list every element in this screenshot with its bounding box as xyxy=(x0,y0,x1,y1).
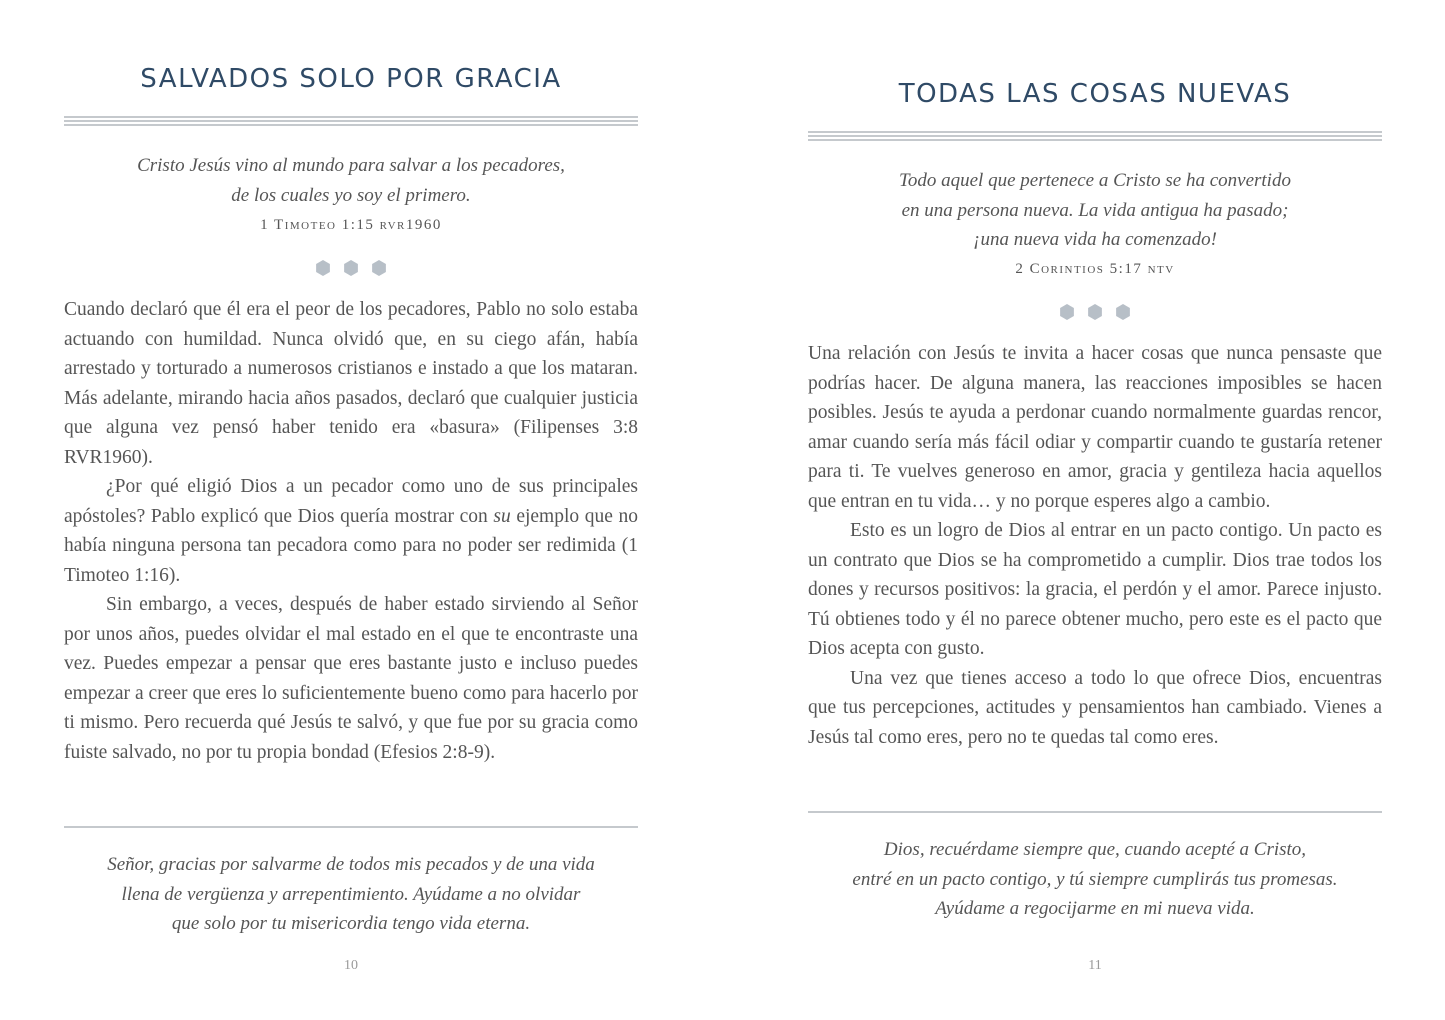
title-divider xyxy=(64,116,638,126)
hexagon-icon xyxy=(1087,304,1103,320)
title-divider xyxy=(808,131,1382,141)
prayer-line: Ayúdame a regocijarme en mi nueva vida. xyxy=(935,898,1255,919)
prayer-line: entré en un pacto contigo, y tú siempre cumplirás tus promesas. xyxy=(852,868,1338,890)
emphasis: su xyxy=(493,505,511,527)
page-title: TODAS LAS COSAS NUEVAS xyxy=(898,79,1292,109)
hexagon-icon xyxy=(1059,304,1075,320)
hexagon-icon xyxy=(1115,304,1131,320)
hexagon-icon xyxy=(371,260,387,276)
ornament-divider xyxy=(808,304,1382,322)
paragraph: Cuando declaró que él era el peor de los pecadores, Pablo no solo estaba actuando con humildad. Nunca olvidó que, en su ciego afán, había arrestado y torturado a numerosos cristianos e instado a que los mataran. Más adelante, mirando hacia años pasados, declaró que cualquier justicia que alguna vez pensó haber tenido era «basura» (Filipenses 3:8 RVR1960). xyxy=(64,299,638,468)
prayer-divider xyxy=(64,826,638,828)
ornament-divider xyxy=(64,260,638,278)
scripture-reference: 2 Corintios 5:17 ntv xyxy=(1015,261,1175,277)
prayer-line: llena de vergüenza y arrepentimiento. Ayúdame a no olvidar xyxy=(121,883,581,905)
paragraph: Una vez que tienes acceso a todo lo que ofrece Dios, encuentras que tus percepciones, actitudes y pensamientos han cambiado. Vienes a Jesús tal como eres, pero no te quedas tal como eres. xyxy=(808,667,1382,748)
prayer xyxy=(798,835,1392,924)
prayer-line: Dios, recuérdame siempre que, cuando acepté a Cristo, xyxy=(883,839,1307,860)
paragraph: Esto es un logro de Dios al entrar en un pacto contigo. Un pacto es un contrato que Dios se ha comprometido a cumplir. Dios trae todos los dones y recursos positivos: la gracia, el perdón y el amor. Parece injusto. Tú obtienes todo y él no parece obtener mucho, pero este es el pacto que Dios acepta con gusto. xyxy=(808,520,1382,659)
paragraph: ¿Por qué eligió Dios a un pecador como uno de sus principales apóstoles? Pablo explicó que Dios quería mostrar con su ejemplo que no había ninguna persona tan pecadora como para no poder ser redimida (1 Timoteo 1:16). xyxy=(64,476,638,586)
page-number: 10 xyxy=(344,958,358,973)
prayer-divider xyxy=(808,811,1382,813)
paragraph: Sin embargo, a veces, después de haber estado sirviendo al Señor por unos años, puedes olvidar el mal estado en el que te encontraste una vez. Puedes empezar a pensar que eres bastante justo e incluso puedes empezar a creer que eres lo suficientemente bueno como para hacerlo por ti mismo. Pero recuerda qué Jesús te salvó, y que fue por su gracia como fuiste salvado, no por tu propia bondad (Efesios 2:8-9). xyxy=(64,594,638,763)
verse-line: en una persona nueva. La vida antigua ha pasado; xyxy=(901,199,1289,221)
verse-line: de los cuales yo soy el primero. xyxy=(231,184,471,206)
prayer xyxy=(54,850,648,939)
scripture-verse xyxy=(808,166,1382,255)
devotional-body xyxy=(64,295,638,767)
scripture-verse xyxy=(64,151,638,210)
hexagon-icon xyxy=(315,260,331,276)
scripture-reference: 1 Timoteo 1:15 rvr1960 xyxy=(260,217,442,233)
verse-line: ¡una nueva vida ha comenzado! xyxy=(973,229,1217,250)
devotional-body xyxy=(808,339,1382,752)
page-number: 11 xyxy=(1088,958,1102,973)
paragraph: Una relación con Jesús te invita a hacer cosas que nunca pensaste que podrías hacer. De alguna manera, las reacciones imposibles se hacen posibles. Jesús te ayuda a perdonar cuando normalmente guardas rencor, amar cuando sería más fácil odiar y compartir cuando te gustaría retener para ti. Te vuelves generoso en amor, gracia y gentileza hacia aquellos que entran en tu vida… y no porque esperes algo a cambio. xyxy=(808,343,1382,512)
page-title: SALVADOS SOLO POR GRACIA xyxy=(140,64,562,94)
prayer-line: Señor, gracias por salvarme de todos mis pecados y de una vida xyxy=(107,854,595,875)
verse-line: Cristo Jesús vino al mundo para salvar a los pecadores, xyxy=(137,155,565,176)
verse-line: Todo aquel que pertenece a Cristo se ha convertido xyxy=(899,170,1291,191)
hexagon-icon xyxy=(343,260,359,276)
prayer-line: que solo por tu misericordia tengo vida eterna. xyxy=(171,913,531,934)
